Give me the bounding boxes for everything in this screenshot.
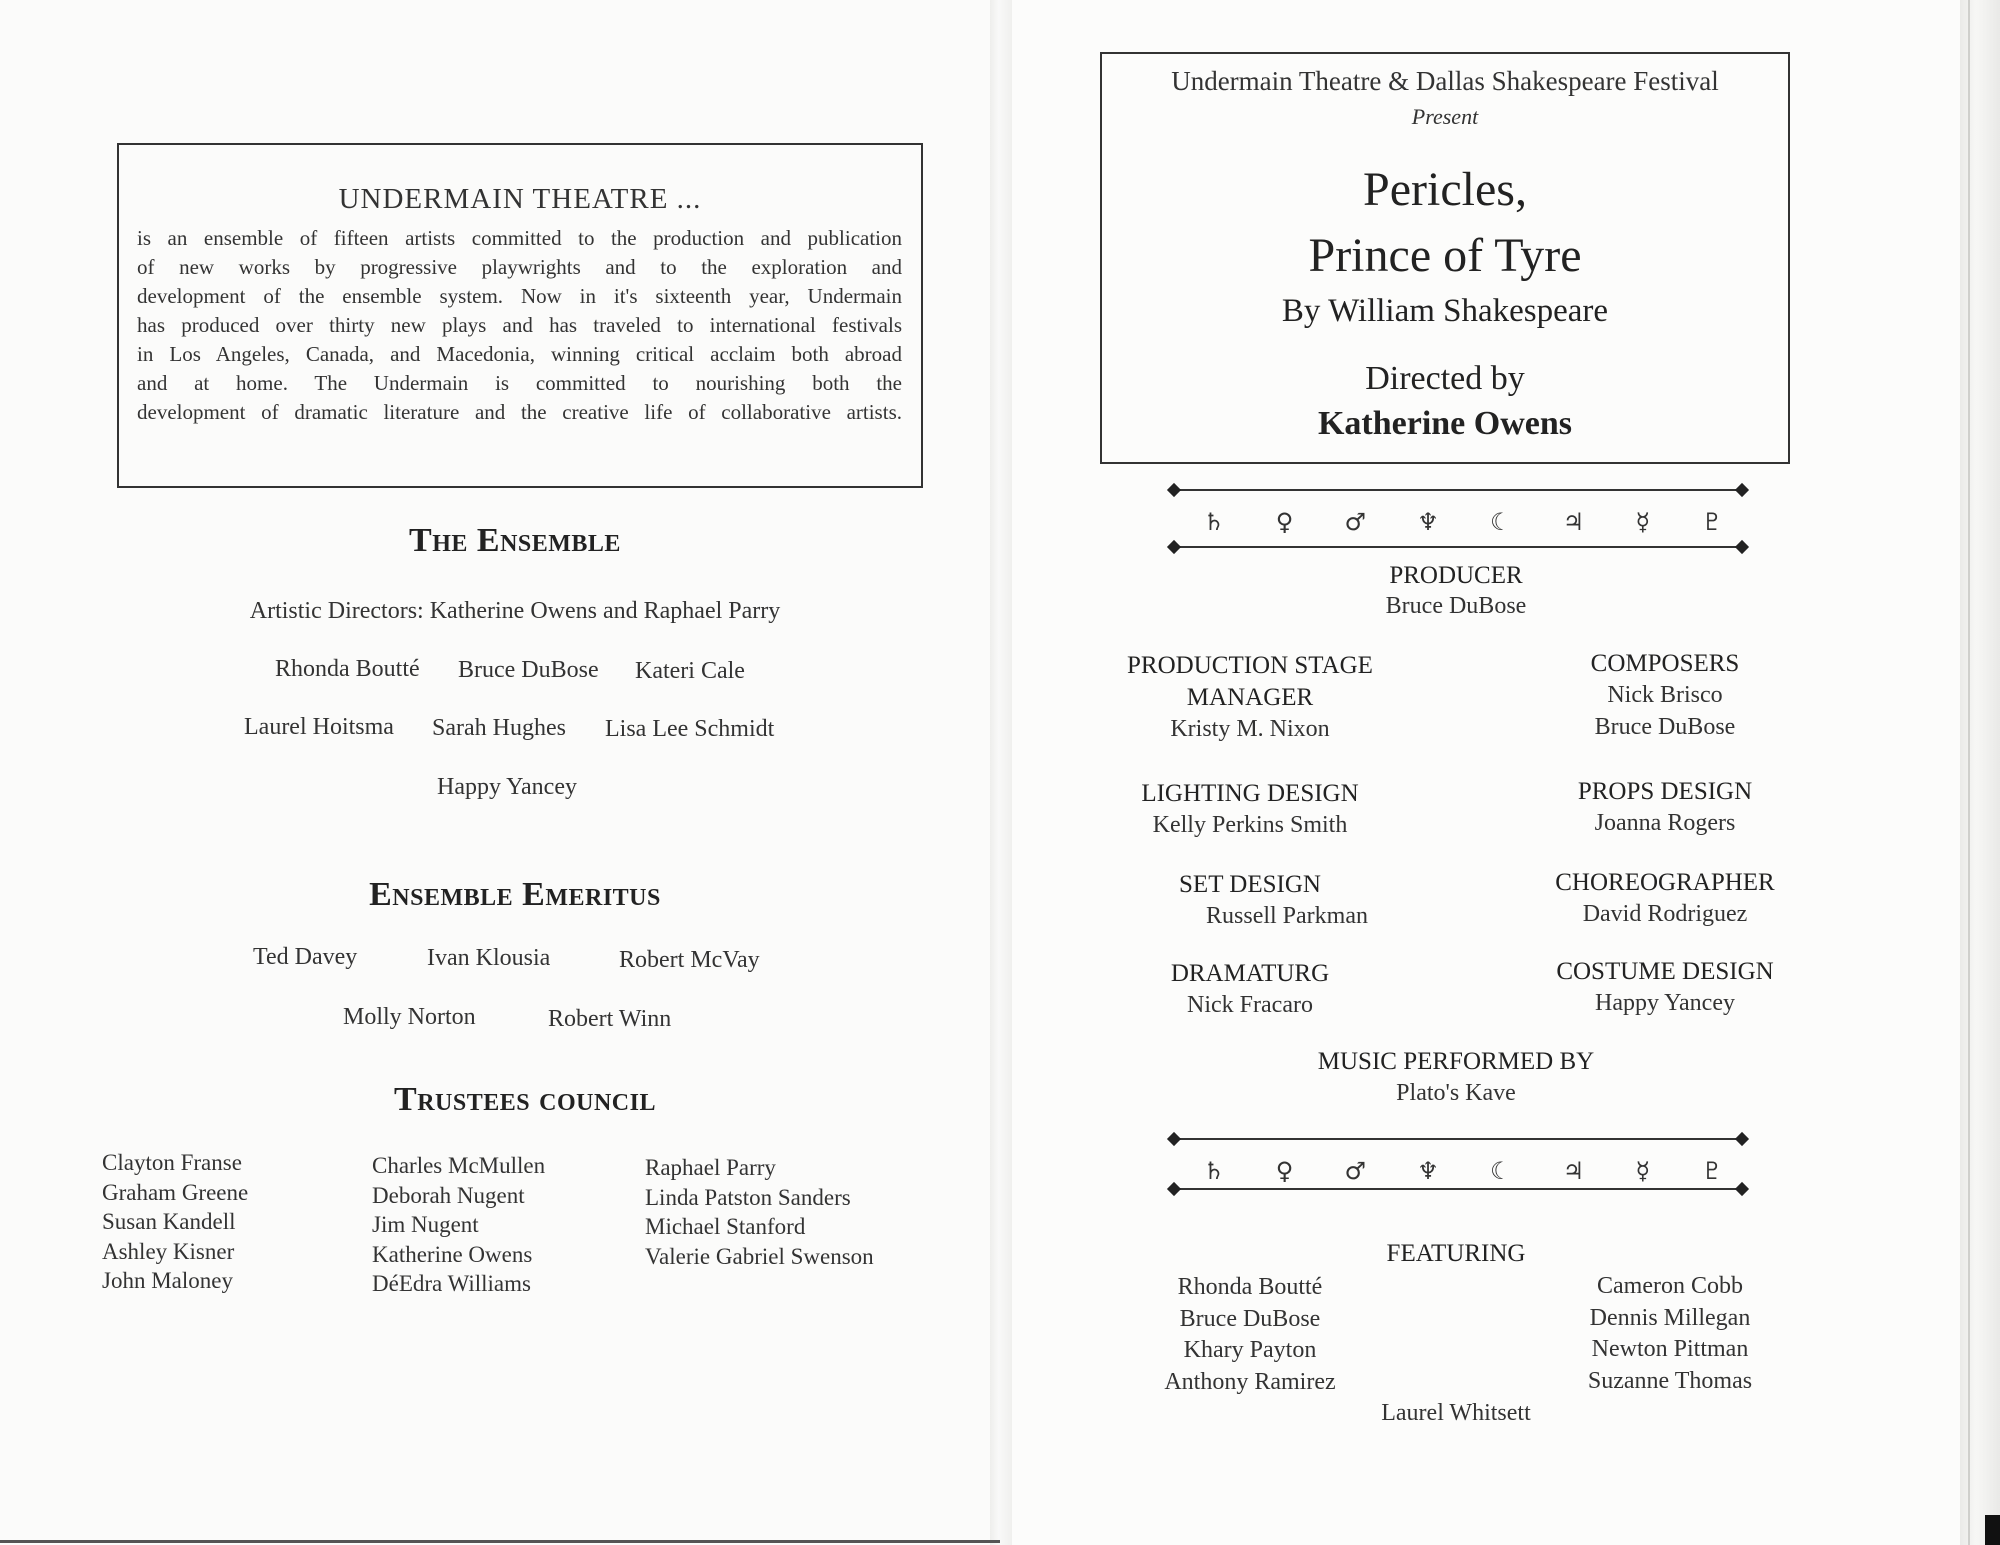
ensemble-member: Rhonda Boutté xyxy=(275,656,420,682)
venus-icon: ♀ xyxy=(1275,508,1294,536)
saturn-icon: ♄ xyxy=(1203,508,1225,536)
composer-name: Nick Brisco xyxy=(1607,682,1723,708)
lighting-name: Kelly Perkins Smith xyxy=(1152,812,1348,838)
props-role: PROPS DESIGN xyxy=(1577,778,1753,805)
trustee-name: Linda Patston Sanders xyxy=(645,1184,851,1210)
producer-role: PRODUCER xyxy=(1389,562,1523,589)
emeritus-member: Ivan Klousia xyxy=(427,945,551,971)
description-line: has produced over thirty new plays and has traveled to international festivals xyxy=(137,313,902,337)
mercury-icon: ☿ xyxy=(1635,508,1651,536)
play-title-line2: Prince of Tyre xyxy=(1308,229,1582,282)
trustees-column-2 xyxy=(372,1151,545,1299)
ensemble-heading: The Ensemble xyxy=(409,522,621,559)
lighting-role: LIGHTING DESIGN xyxy=(1141,780,1359,807)
dramaturg-name: Nick Fracaro xyxy=(1187,992,1313,1018)
featuring-right-column xyxy=(1550,1271,1790,1397)
artistic-directors: Artistic Directors: Katherine Owens and Raphael Parry xyxy=(249,598,781,624)
trustee-name: Deborah Nugent xyxy=(372,1182,525,1208)
astrological-ornament-top xyxy=(1173,486,1743,562)
emeritus-member: Robert McVay xyxy=(619,947,760,973)
description-line: and at home. The Undermain is committed to nourishing both the xyxy=(137,371,902,395)
mars-icon: ♂ xyxy=(1344,1157,1367,1185)
page-edge xyxy=(1960,0,2000,1545)
producer-name: Bruce DuBose xyxy=(1385,593,1527,619)
mercury-icon: ☿ xyxy=(1635,1157,1651,1185)
pluto-icon: ♇ xyxy=(1701,1157,1723,1185)
set-role: SET DESIGN xyxy=(1179,871,1321,898)
trustee-name: Katherine Owens xyxy=(372,1241,533,1267)
costume-name: Happy Yancey xyxy=(1595,990,1735,1016)
venus-icon: ♀ xyxy=(1275,1157,1294,1185)
mars-icon: ♂ xyxy=(1344,508,1367,536)
ensemble-member: Laurel Hoitsma xyxy=(244,714,394,740)
featured-actor: Khary Payton xyxy=(1183,1337,1317,1363)
choreographer-role: CHOREOGRAPHER xyxy=(1555,869,1775,896)
moon-icon: ☾ xyxy=(1490,508,1512,536)
trustee-name: Michael Stanford xyxy=(645,1214,806,1239)
ornament-line xyxy=(1173,1138,1743,1140)
ornament-line xyxy=(1173,489,1743,491)
jupiter-icon: ♃ xyxy=(1562,1157,1585,1185)
page-spine xyxy=(990,0,1012,1545)
composer-name: Bruce DuBose xyxy=(1594,714,1736,740)
page-edge-line xyxy=(1968,0,1970,1545)
description-line: development of dramatic literature and the creative life of collaborative artists. xyxy=(137,400,902,424)
trustee-name: Graham Greene xyxy=(102,1179,249,1205)
trustees-heading: Trustees council xyxy=(394,1081,656,1118)
description-line: is an ensemble of fifteen artists committed to the production and publication xyxy=(137,226,902,250)
composers-role: COMPOSERS xyxy=(1590,650,1740,677)
ensemble-member: Bruce DuBose xyxy=(458,657,599,683)
ensemble-member: Kateri Cale xyxy=(635,658,745,684)
description-line: development of the ensemble system. Now in it's sixteenth year, Undermain xyxy=(137,284,902,308)
trustee-name: Valerie Gabriel Swenson xyxy=(645,1243,874,1269)
ensemble-member: Lisa Lee Schmidt xyxy=(605,716,775,742)
featured-actor: Rhonda Boutté xyxy=(1177,1274,1323,1300)
featuring-left-column xyxy=(1130,1272,1370,1398)
neptune-icon: ♆ xyxy=(1417,1157,1439,1185)
theatre-description xyxy=(137,224,902,427)
trustee-name: John Maloney xyxy=(102,1268,233,1293)
ornament-glyphs xyxy=(1203,1157,1723,1185)
dramaturg-role: DRAMATURG xyxy=(1170,960,1330,987)
presenters: Undermain Theatre & Dallas Shakespeare Festival xyxy=(1171,66,1719,96)
music-role: MUSIC PERFORMED BY xyxy=(1317,1048,1595,1075)
description-line: of new works by progressive playwrights and to the exploration and xyxy=(137,255,902,279)
trustee-name: DéEdra Williams xyxy=(372,1271,531,1296)
present-label: Present xyxy=(1411,104,1479,129)
featured-actor: Dennis Millegan xyxy=(1589,1304,1751,1331)
featured-actor: Bruce DuBose xyxy=(1179,1305,1321,1332)
featuring-heading: FEATURING xyxy=(1386,1240,1526,1267)
emeritus-member: Ted Davey xyxy=(253,944,358,970)
props-name: Joanna Rogers xyxy=(1594,810,1736,836)
bottom-border-line xyxy=(0,1540,1000,1543)
trustee-name: Charles McMullen xyxy=(372,1153,546,1178)
play-title-line1: Pericles, xyxy=(1363,163,1527,216)
trustee-name: Ashley Kisner xyxy=(102,1238,235,1264)
director-name: Katherine Owens xyxy=(1317,405,1573,442)
directed-by-label: Directed by xyxy=(1365,360,1525,397)
trustee-name: Jim Nugent xyxy=(372,1212,479,1237)
trustees-column-1 xyxy=(102,1148,248,1296)
trustees-column-3 xyxy=(645,1153,874,1271)
page-corner-mark xyxy=(1985,1515,2000,1545)
ornament-glyphs xyxy=(1203,508,1723,536)
featured-actor: Newton Pittman xyxy=(1591,1336,1749,1362)
pluto-icon: ♇ xyxy=(1701,508,1723,536)
trustee-name: Clayton Franse xyxy=(102,1150,242,1175)
trustee-name: Susan Kandell xyxy=(102,1209,236,1234)
saturn-icon: ♄ xyxy=(1203,1157,1225,1185)
jupiter-icon: ♃ xyxy=(1562,508,1585,536)
stage-manager-name: Kristy M. Nixon xyxy=(1170,716,1330,742)
stage-manager-role: PRODUCTION STAGE xyxy=(1127,652,1373,679)
featured-actor: Cameron Cobb xyxy=(1597,1273,1743,1299)
trustee-name: Raphael Parry xyxy=(645,1155,776,1180)
emeritus-member: Robert Winn xyxy=(548,1006,672,1032)
ensemble-member: Sarah Hughes xyxy=(432,715,566,741)
emeritus-heading: Ensemble Emeritus xyxy=(369,876,661,913)
moon-icon: ☾ xyxy=(1490,1157,1512,1185)
featured-actor: Anthony Ramirez xyxy=(1164,1368,1336,1395)
ornament-line xyxy=(1173,1188,1743,1190)
play-author: By William Shakespeare xyxy=(1281,293,1609,329)
astrological-ornament-bottom xyxy=(1173,1135,1743,1211)
theatre-title: UNDERMAIN THEATRE ... xyxy=(338,183,702,215)
costume-role: COSTUME DESIGN xyxy=(1556,958,1774,985)
music-name: Plato's Kave xyxy=(1396,1080,1516,1106)
emeritus-member: Molly Norton xyxy=(343,1004,476,1030)
featured-actor-center: Laurel Whitsett xyxy=(1381,1400,1531,1426)
set-name: Russell Parkman xyxy=(1206,903,1368,929)
ensemble-member: Happy Yancey xyxy=(437,774,577,800)
featured-actor: Suzanne Thomas xyxy=(1587,1367,1753,1394)
description-line: in Los Angeles, Canada, and Macedonia, winning critical acclaim both abroad xyxy=(137,342,902,366)
choreographer-name: David Rodriguez xyxy=(1582,901,1748,927)
ornament-line xyxy=(1173,546,1743,548)
stage-manager-role: MANAGER xyxy=(1186,684,1314,711)
neptune-icon: ♆ xyxy=(1417,508,1439,536)
